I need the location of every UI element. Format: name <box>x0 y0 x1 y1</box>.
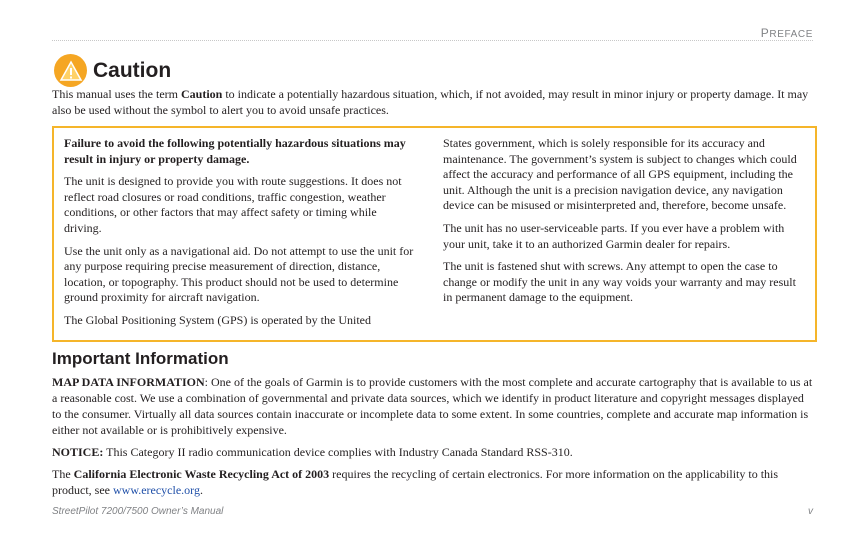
map-data-text: : One of the goals of Garmin is to provide customers with the most complete and accurate cartography that is available to us at a reasonable cost. We use a combination of governmental and private data sources, which we identify in product literature and copyright messages displayed to the consumer. Virtually all data sources contain inaccurate or incomplete data to some extent. In some countries, complete and accurate map information is either not available or is prohibitively expensive. <box>52 375 813 437</box>
caution-box-right-column <box>443 136 801 313</box>
recycling-paragraph <box>52 466 814 498</box>
warning-icon <box>54 54 87 87</box>
caution-paragraph: The unit is designed to provide you with route suggestions. It does not reflect road closures or road conditions, traffic congestion, weather conditions, or other factors that may affect safety or timing while driving. <box>64 174 402 235</box>
caution-paragraph: States government, which is solely responsible for its accuracy and maintenance. The government’s system is subject to changes which could affect the accuracy and performance of all GPS equipment, including the unit. Although the unit is a precision navigation device, any navigation device can be misused or misinterpreted and, therefore, become unsafe. <box>443 136 797 213</box>
caution-box-lead: Failure to avoid the following potentially hazardous situations may result in injury or property damage. <box>64 136 406 166</box>
caution-intro-term: Caution <box>180 87 223 101</box>
caution-paragraph: The unit is fastened shut with screws. Any attempt to open the case to change or modify the unit in any way voids your warranty and may result in permanent damage to the equipment. <box>443 259 796 305</box>
recycling-end: . <box>199 483 203 497</box>
caution-box-left-column <box>64 136 416 336</box>
caution-paragraph: Use the unit only as a navigational aid. Do not attempt to use the unit for any purpose requiring precise measurement of direction, distance, location, or topography. This product should not be used to determine ground proximity for aircraft navigation. <box>64 243 414 305</box>
important-information-heading: Important Information <box>52 349 229 368</box>
erecycle-link[interactable]: www.erecycle.org <box>112 483 200 497</box>
caution-heading <box>54 54 171 87</box>
caution-box <box>52 126 817 342</box>
important-information-body <box>52 374 814 504</box>
caution-paragraph: The unit has no user-serviceable parts. If you ever have a problem with your unit, take it to an authorized Garmin dealer for repairs. <box>443 220 785 251</box>
recycling-text-rest: requires the recycling of certain electronics. For more information on the applicability to this product, see <box>52 467 779 497</box>
notice-paragraph <box>52 444 814 460</box>
section-header-rest: REFACE <box>769 29 813 40</box>
notice-text: This Category II radio communication device complies with Industry Canada Standard RSS-310. <box>103 445 573 459</box>
caution-intro-rest: to indicate a potentially hazardous situation, which, if not avoided, may result in minor injury or property damage. It may also be used without the symbol to alert you to avoid unsafe practices. <box>52 87 809 117</box>
recycling-text: The <box>52 467 74 481</box>
page-number: v <box>808 506 813 517</box>
notice-label: NOTICE: <box>52 445 104 459</box>
caution-intro-text: This manual uses the term <box>52 87 181 101</box>
recycling-act-name: California Electronic Waste Recycling Act of 2003 <box>73 467 330 481</box>
caution-title: Caution <box>93 58 172 82</box>
map-data-paragraph <box>52 374 814 438</box>
header-divider <box>52 40 813 41</box>
caution-intro <box>52 86 814 118</box>
footer-manual-title: StreetPilot 7200/7500 Owner’s Manual <box>52 506 224 517</box>
section-header-initial: P <box>760 26 770 40</box>
map-data-label: MAP DATA INFORMATION <box>52 375 205 389</box>
section-header <box>761 26 813 40</box>
caution-paragraph: The Global Positioning System (GPS) is operated by the United <box>64 312 371 327</box>
